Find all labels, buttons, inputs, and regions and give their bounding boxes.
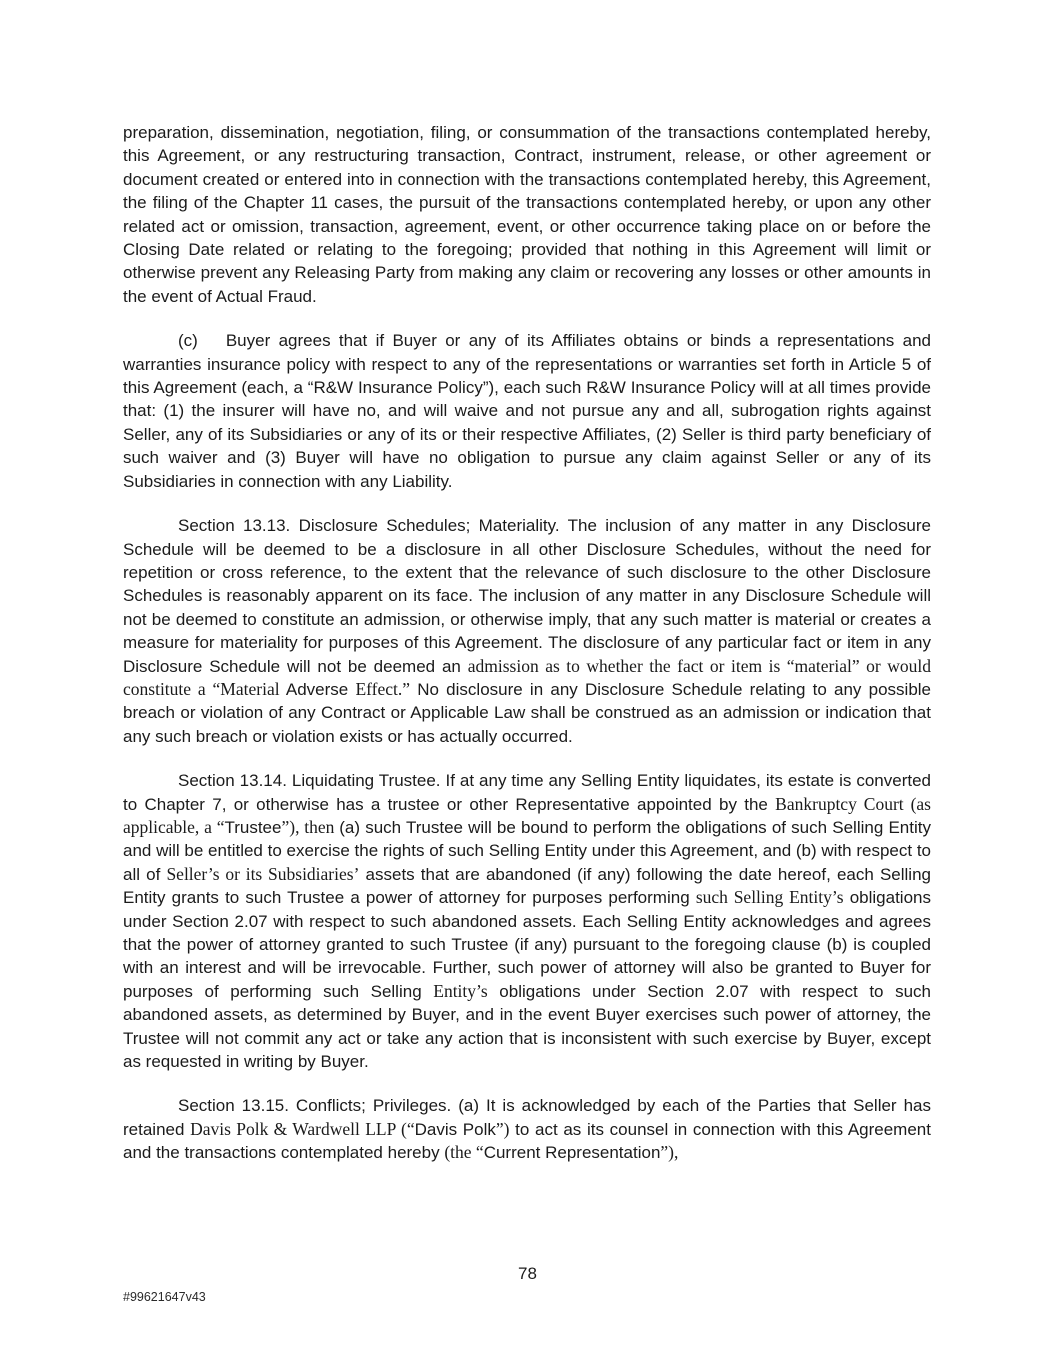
text-run: Davis Polk [414,1119,496,1139]
text-run: Davis Polk & Wardwell LLP (“ [190,1118,415,1139]
text-run: assets that are abandoned (if any) following the date hereof, each Selling Entity grants to such Trustee a power of attorney for purposes performing [123,864,931,908]
text-run: (c) [178,331,198,351]
text-run: Trustee [224,817,282,837]
text-run: ”), then [281,816,340,837]
text-run: preparation, dissemination, negotiation, filing, or consummation of the transactions contemplated hereby, this Agreement, or any restructuring transaction, Contract, instrument, release, or other agreement or document created or entered into in connection with the transactions contemplated hereby, this Agreement, the filing of the Chapter 11 cases, the pursuit of the transactions contemplated hereby, or upon any other related act or omission, transaction, agreement, event, or other occurrence taking place on or before the Closing Date related or relating to the foregoing; provided that nothing in this Agreement will limit or otherwise prevent any Releasing Party from making any claim or recovering any losses or other amounts in the event of Actual Fraud. [123,123,931,306]
paragraph-release-continuation [123,121,931,308]
text-run: (the “ [444,1142,484,1163]
text-run: obligations under Section 2.07 with respect to such abandoned assets. Each Selling Entity acknowledges and agrees that the power of attorney granted to such Trustee (if any) pursuant to the foregoing clause (b) is coupled with an interest and will be irrevocable. Further, such power of attorney will also be granted to Buyer for purposes of performing such Selling [123,888,931,1001]
text-run: No disclosure in any Disclosure Schedule relating to any possible breach or violation of any Contract or Applicable Law shall be construed as an admission or indication that any such breach or violation exists or has actually occurred. [123,679,932,746]
paragraph-section-13-13 [123,514,931,748]
text-run: Seller’s or its Subsidiaries’ [166,863,360,884]
text-run: Section 13.14. Liquidating Trustee. If at any time any Selling Entity liquidates, its estate is converted to Chapter 7, or otherwise has a trustee or other Representative appointed by the [123,771,931,814]
text-run: such Selling Entity’s [695,887,844,908]
text-run: ”), [660,1142,679,1163]
text-run: Current Representation [483,1143,661,1163]
text-run: Adverse [279,679,356,699]
text-run: to act as its counsel in connection with this Agreement and the transactions contemplated hereby [123,1119,931,1163]
text-run: admission as to whether the fact or item is “material” or would constitute a “Material [123,655,931,699]
document-id-stamp: #99621647v43 [123,1290,206,1304]
text-run: Section 13.13. Disclosure Schedules; Materiality. The inclusion of any matter in any Disclosure Schedule will be deemed to be a disclosure in all other Disclosure Schedules, without the need for repetition or cross reference, to the extent that the relevance of such disclosure to the other Disclosure Schedules is reasonably apparent on its face. The inclusion of any matter in any Disclosure Schedule will not be deemed to constitute an admission, or otherwise imply, that any such matter is material or creates a measure for materiality for purposes of this Agreement. The disclosure of any particular fact or item in any Disclosure Schedule will not be deemed an [123,516,931,676]
paragraph-section-13-14 [123,769,931,1073]
text-run: Bankruptcy Court (as applicable, a “ [123,793,931,837]
text-run: obligations under Section 2.07 with respect to such abandoned assets, as determined by Buyer, and in the event Buyer exercises such power of attorney, the Trustee will not commit any act or take any action that is inconsistent with such exercise by Buyer, except as requested in writing by Buyer. [123,981,931,1072]
text-run: (a) such Trustee will be bound to perform the obligations of such Selling Entity and will be entitled to exercise the rights of such Selling Entity under this Agreement, and (b) with respect to all of [123,817,931,884]
text-run: ”) [495,1118,510,1139]
text-run: Entity’s [433,980,488,1001]
text-run: Effect.” [355,678,411,699]
paragraph-section-13-15 [123,1094,931,1164]
paragraph-clause-c [123,329,931,493]
text-run: Section 13.15. Conflicts; Privileges. (a) It is acknowledged by each of the Parties that Seller has retained [123,1096,931,1139]
document-body [123,121,931,1186]
page-number: 78 [518,1264,537,1283]
text-run: Buyer agrees that if Buyer or any of its Affiliates obtains or binds a representations and warranties insurance policy with respect to any of the representations or warranties set forth in Article 5 of this Agreement (each, a “R&W Insurance Policy”), each such R&W Insurance Policy will at all times provide that: (1) the insurer will have no, and will waive and not pursue any and all, subrogation rights against Seller, any of its Subsidiaries or any of its or their respective Affiliates, (2) Seller is third party beneficiary of such waiver and (3) Buyer will have no obligation to pursue any claim against Seller or any of its Subsidiaries in connection with any Liability. [123,331,931,491]
